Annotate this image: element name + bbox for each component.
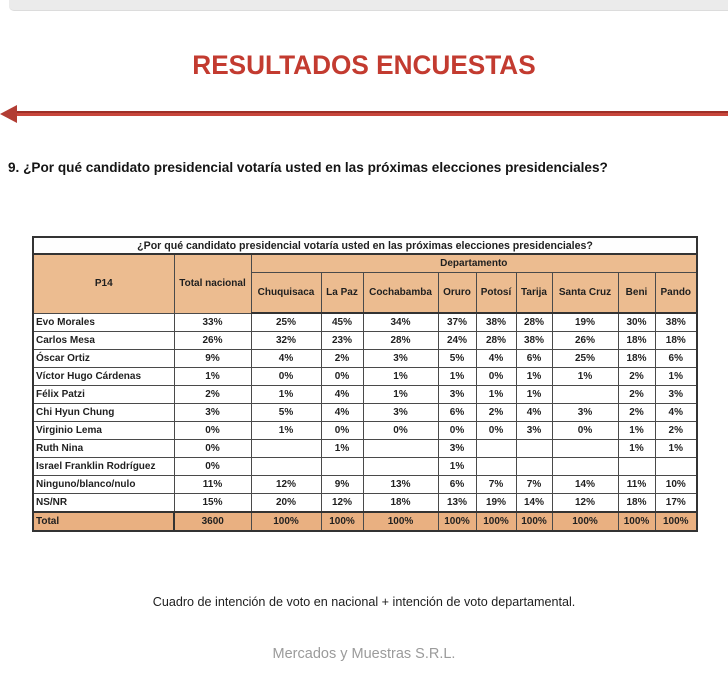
total-value-cell: 3600 — [174, 512, 251, 531]
value-cell: 1% — [174, 368, 251, 386]
value-cell: 25% — [552, 350, 618, 368]
value-cell: 3% — [363, 404, 438, 422]
value-cell: 3% — [174, 404, 251, 422]
value-cell: 14% — [552, 476, 618, 494]
arrow-shaft — [6, 111, 728, 116]
candidate-name-cell: Ruth Nina — [33, 440, 174, 458]
value-cell: 18% — [655, 332, 697, 350]
value-cell: 13% — [438, 494, 476, 513]
value-cell: 1% — [363, 368, 438, 386]
candidate-name-cell: Israel Franklin Rodríguez — [33, 458, 174, 476]
table-row — [33, 386, 697, 404]
value-cell: 28% — [476, 332, 516, 350]
total-row-label: Total — [33, 512, 174, 531]
results-table-container — [32, 236, 696, 532]
value-cell: 2% — [618, 386, 655, 404]
candidate-name-cell: NS/NR — [33, 494, 174, 513]
total-row — [33, 512, 697, 531]
value-cell: 1% — [438, 458, 476, 476]
table-row — [33, 404, 697, 422]
value-cell: 12% — [321, 494, 363, 513]
value-cell: 6% — [438, 476, 476, 494]
value-cell: 3% — [363, 350, 438, 368]
table-row — [33, 332, 697, 350]
table-row — [33, 494, 697, 513]
value-cell — [251, 440, 321, 458]
left-arrowhead-icon — [0, 105, 17, 123]
total-value-cell: 100% — [363, 512, 438, 531]
table-row — [33, 422, 697, 440]
value-cell: 1% — [618, 440, 655, 458]
total-value-cell: 100% — [251, 512, 321, 531]
value-cell: 26% — [552, 332, 618, 350]
table-row — [33, 350, 697, 368]
value-cell: 9% — [321, 476, 363, 494]
value-cell: 1% — [516, 386, 552, 404]
value-cell: 1% — [618, 422, 655, 440]
value-cell: 0% — [438, 422, 476, 440]
value-cell: 2% — [174, 386, 251, 404]
value-cell: 3% — [438, 386, 476, 404]
value-cell: 1% — [552, 368, 618, 386]
value-cell: 18% — [363, 494, 438, 513]
table-row — [33, 476, 697, 494]
value-cell: 1% — [655, 368, 697, 386]
value-cell — [363, 458, 438, 476]
value-cell: 20% — [251, 494, 321, 513]
value-cell: 37% — [438, 313, 476, 332]
value-cell: 2% — [476, 404, 516, 422]
value-cell: 1% — [655, 440, 697, 458]
value-cell: 0% — [174, 422, 251, 440]
results-table — [32, 236, 698, 532]
value-cell: 6% — [438, 404, 476, 422]
total-value-cell: 100% — [655, 512, 697, 531]
value-cell: 4% — [655, 404, 697, 422]
value-cell — [476, 458, 516, 476]
value-cell: 3% — [438, 440, 476, 458]
value-cell: 2% — [618, 404, 655, 422]
company-name: Mercados y Muestras S.R.L. — [272, 646, 456, 662]
value-cell: 5% — [251, 404, 321, 422]
value-cell: 7% — [516, 476, 552, 494]
candidate-name-cell: Virginio Lema — [33, 422, 174, 440]
table-row — [33, 313, 697, 332]
value-cell: 26% — [174, 332, 251, 350]
value-cell: 0% — [321, 422, 363, 440]
value-cell: 32% — [251, 332, 321, 350]
candidate-name-cell: Óscar Ortiz — [33, 350, 174, 368]
value-cell: 3% — [516, 422, 552, 440]
value-cell: 0% — [174, 440, 251, 458]
candidate-name-cell: Ninguno/blanco/nulo — [33, 476, 174, 494]
value-cell: 0% — [251, 368, 321, 386]
value-cell — [321, 458, 363, 476]
value-cell: 1% — [516, 368, 552, 386]
value-cell: 15% — [174, 494, 251, 513]
value-cell: 23% — [321, 332, 363, 350]
value-cell: 1% — [438, 368, 476, 386]
value-cell: 12% — [552, 494, 618, 513]
department-header-cell: Chuquisaca — [251, 273, 321, 314]
value-cell: 18% — [618, 350, 655, 368]
total-value-cell: 100% — [516, 512, 552, 531]
value-cell: 19% — [476, 494, 516, 513]
value-cell: 4% — [321, 386, 363, 404]
total-value-cell: 100% — [476, 512, 516, 531]
value-cell: 1% — [251, 422, 321, 440]
question-text: 9. ¿Por qué candidato presidencial votaría usted en las próximas elecciones presidenciales? — [8, 160, 608, 175]
table-row — [33, 458, 697, 476]
department-header-cell: Beni — [618, 273, 655, 314]
department-header-cell: Cochabamba — [363, 273, 438, 314]
candidate-name-cell: Carlos Mesa — [33, 332, 174, 350]
value-cell: 0% — [363, 422, 438, 440]
value-cell: 3% — [552, 404, 618, 422]
value-cell: 11% — [174, 476, 251, 494]
total-value-cell: 100% — [552, 512, 618, 531]
value-cell: 7% — [476, 476, 516, 494]
value-cell: 3% — [655, 386, 697, 404]
value-cell: 18% — [618, 332, 655, 350]
value-cell: 1% — [321, 440, 363, 458]
value-cell — [476, 440, 516, 458]
value-cell: 4% — [516, 404, 552, 422]
value-cell: 4% — [251, 350, 321, 368]
group-header-row — [33, 254, 697, 273]
value-cell — [516, 458, 552, 476]
value-cell: 45% — [321, 313, 363, 332]
value-cell — [363, 440, 438, 458]
total-value-cell: 100% — [618, 512, 655, 531]
candidate-name-cell: Evo Morales — [33, 313, 174, 332]
department-header-cell: La Paz — [321, 273, 363, 314]
value-cell: 38% — [516, 332, 552, 350]
value-cell — [618, 458, 655, 476]
value-cell: 0% — [476, 422, 516, 440]
footnote-text: Cuadro de intención de voto en nacional + intención de voto departamental. — [152, 595, 576, 609]
value-cell: 19% — [552, 313, 618, 332]
department-header-cell: Pando — [655, 273, 697, 314]
department-header-cell: Potosí — [476, 273, 516, 314]
department-header-cell: Tarija — [516, 273, 552, 314]
value-cell — [251, 458, 321, 476]
value-cell: 13% — [363, 476, 438, 494]
table-title: ¿Por qué candidato presidencial votaría usted en las próximas elecciones presidenciales? — [33, 237, 697, 254]
candidate-name-cell: Víctor Hugo Cárdenas — [33, 368, 174, 386]
total-value-cell: 100% — [321, 512, 363, 531]
value-cell: 12% — [251, 476, 321, 494]
table-title-row — [33, 237, 697, 254]
id-column-header: P14 — [33, 254, 174, 313]
value-cell: 1% — [363, 386, 438, 404]
value-cell: 18% — [618, 494, 655, 513]
value-cell: 38% — [655, 313, 697, 332]
value-cell: 38% — [476, 313, 516, 332]
top-bar — [9, 0, 728, 11]
value-cell: 0% — [174, 458, 251, 476]
red-divider-arrow — [0, 105, 728, 123]
value-cell — [516, 440, 552, 458]
value-cell: 4% — [321, 404, 363, 422]
value-cell: 28% — [363, 332, 438, 350]
value-cell: 6% — [655, 350, 697, 368]
value-cell: 4% — [476, 350, 516, 368]
department-header-cell: Oruro — [438, 273, 476, 314]
value-cell: 5% — [438, 350, 476, 368]
value-cell: 11% — [618, 476, 655, 494]
value-cell: 33% — [174, 313, 251, 332]
value-cell: 2% — [618, 368, 655, 386]
value-cell: 0% — [552, 422, 618, 440]
total-column-header: Total nacional — [174, 254, 251, 313]
value-cell: 34% — [363, 313, 438, 332]
value-cell: 9% — [174, 350, 251, 368]
value-cell: 2% — [321, 350, 363, 368]
table-body — [33, 313, 697, 512]
value-cell — [655, 458, 697, 476]
total-value-cell: 100% — [438, 512, 476, 531]
value-cell: 1% — [476, 386, 516, 404]
value-cell — [552, 440, 618, 458]
value-cell: 25% — [251, 313, 321, 332]
department-group-header: Departamento — [251, 254, 697, 273]
value-cell: 30% — [618, 313, 655, 332]
value-cell: 28% — [516, 313, 552, 332]
table-row — [33, 440, 697, 458]
value-cell: 24% — [438, 332, 476, 350]
page-title: RESULTADOS ENCUESTAS — [192, 50, 536, 80]
candidate-name-cell: Félix Patzi — [33, 386, 174, 404]
value-cell: 14% — [516, 494, 552, 513]
candidate-name-cell: Chi Hyun Chung — [33, 404, 174, 422]
table-row — [33, 368, 697, 386]
value-cell: 0% — [476, 368, 516, 386]
value-cell — [552, 458, 618, 476]
value-cell: 17% — [655, 494, 697, 513]
value-cell: 1% — [251, 386, 321, 404]
value-cell: 6% — [516, 350, 552, 368]
value-cell: 2% — [655, 422, 697, 440]
value-cell — [552, 386, 618, 404]
value-cell: 0% — [321, 368, 363, 386]
value-cell: 10% — [655, 476, 697, 494]
department-header-cell: Santa Cruz — [552, 273, 618, 314]
